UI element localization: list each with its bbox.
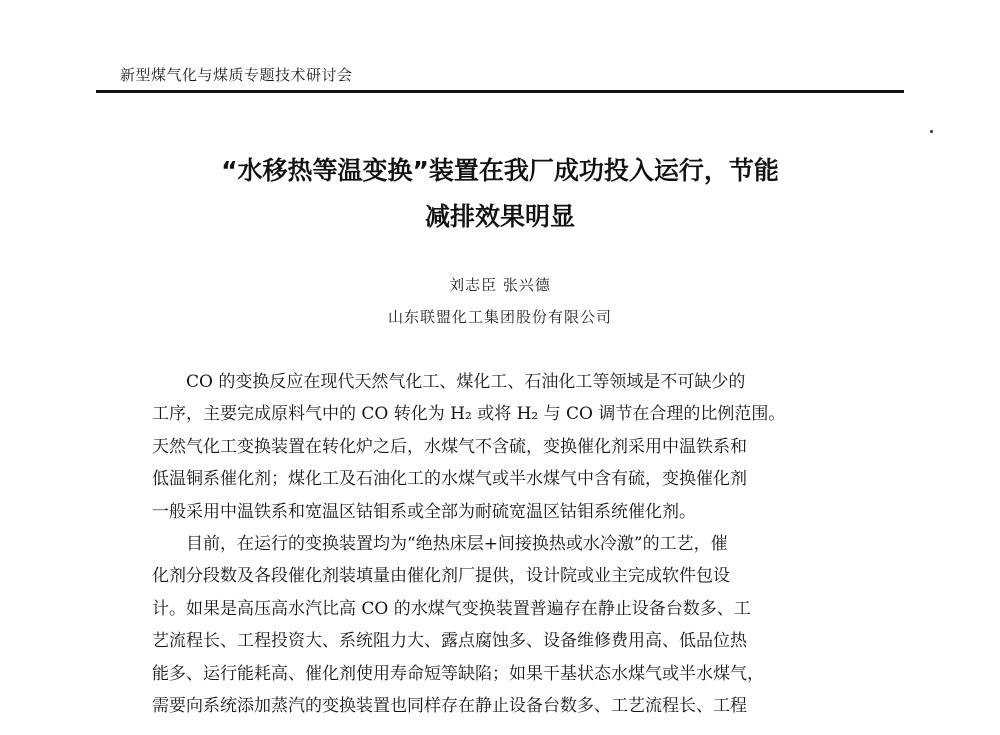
affiliation: 山东联盟化工集团股份有限公司	[387, 308, 612, 326]
paragraph-1	[152, 366, 852, 528]
paragraph-line: 艺流程长、工程投资大、系统阻力大、露点腐蚀多、设备维修费用高、低品位热	[152, 631, 747, 652]
paper-title	[120, 148, 880, 240]
header-rule	[96, 90, 904, 93]
paragraph-line: 化剂分段数及各段催化剂装填量由催化剂厂提供，设计院或业主完成软件包设	[152, 566, 730, 587]
paragraph-line: 需要向系统添加蒸汽的变换装置也同样存在静止设备台数多、工艺流程长、工程	[152, 695, 747, 716]
paper-title-line-1: “水移热等温变换”装置在我厂成功投入运行，节能	[221, 156, 779, 185]
authors: 刘志臣 张兴德	[449, 276, 551, 294]
paper-title-line-2: 减排效果明显	[424, 202, 575, 231]
paragraph-line: CO 的变换反应在现代天然气化工、煤化工、石油化工等领域是不可缺少的	[186, 372, 746, 392]
paragraph-line: 能多、运行能耗高、催化剂使用寿命短等缺陷；如果干基状态水煤气或半水煤气，	[152, 663, 764, 684]
paragraph-2	[152, 528, 852, 722]
paragraph-line: 目前，在运行的变换装置均为“绝热床层+间接换热或水冷激”的工艺，催	[186, 533, 728, 554]
scan-speck	[930, 130, 933, 133]
paragraph-line: 计。如果是高压高水汽比高 CO 的水煤气变换装置普遍存在静止设备台数多、工	[152, 598, 751, 619]
paragraph-line: 天然气化工变换装置在转化炉之后，水煤气不含硫，变换催化剂采用中温铁系和	[152, 436, 747, 457]
running-header: 新型煤气化与煤质专题技术研讨会	[120, 66, 353, 84]
body-text	[152, 366, 852, 722]
paragraph-line: 工序，主要完成原料气中的 CO 转化为 H₂ 或将 H₂ 与 CO 调节在合理的比例范围。	[152, 404, 786, 425]
paragraph-line: 低温铜系催化剂；煤化工及石油化工的水煤气或半水煤气中含有硫，变换催化剂	[152, 469, 747, 490]
paragraph-line: 一般采用中温铁系和宽温区钴钼系或全部为耐硫宽温区钴钼系统催化剂。	[152, 501, 696, 522]
